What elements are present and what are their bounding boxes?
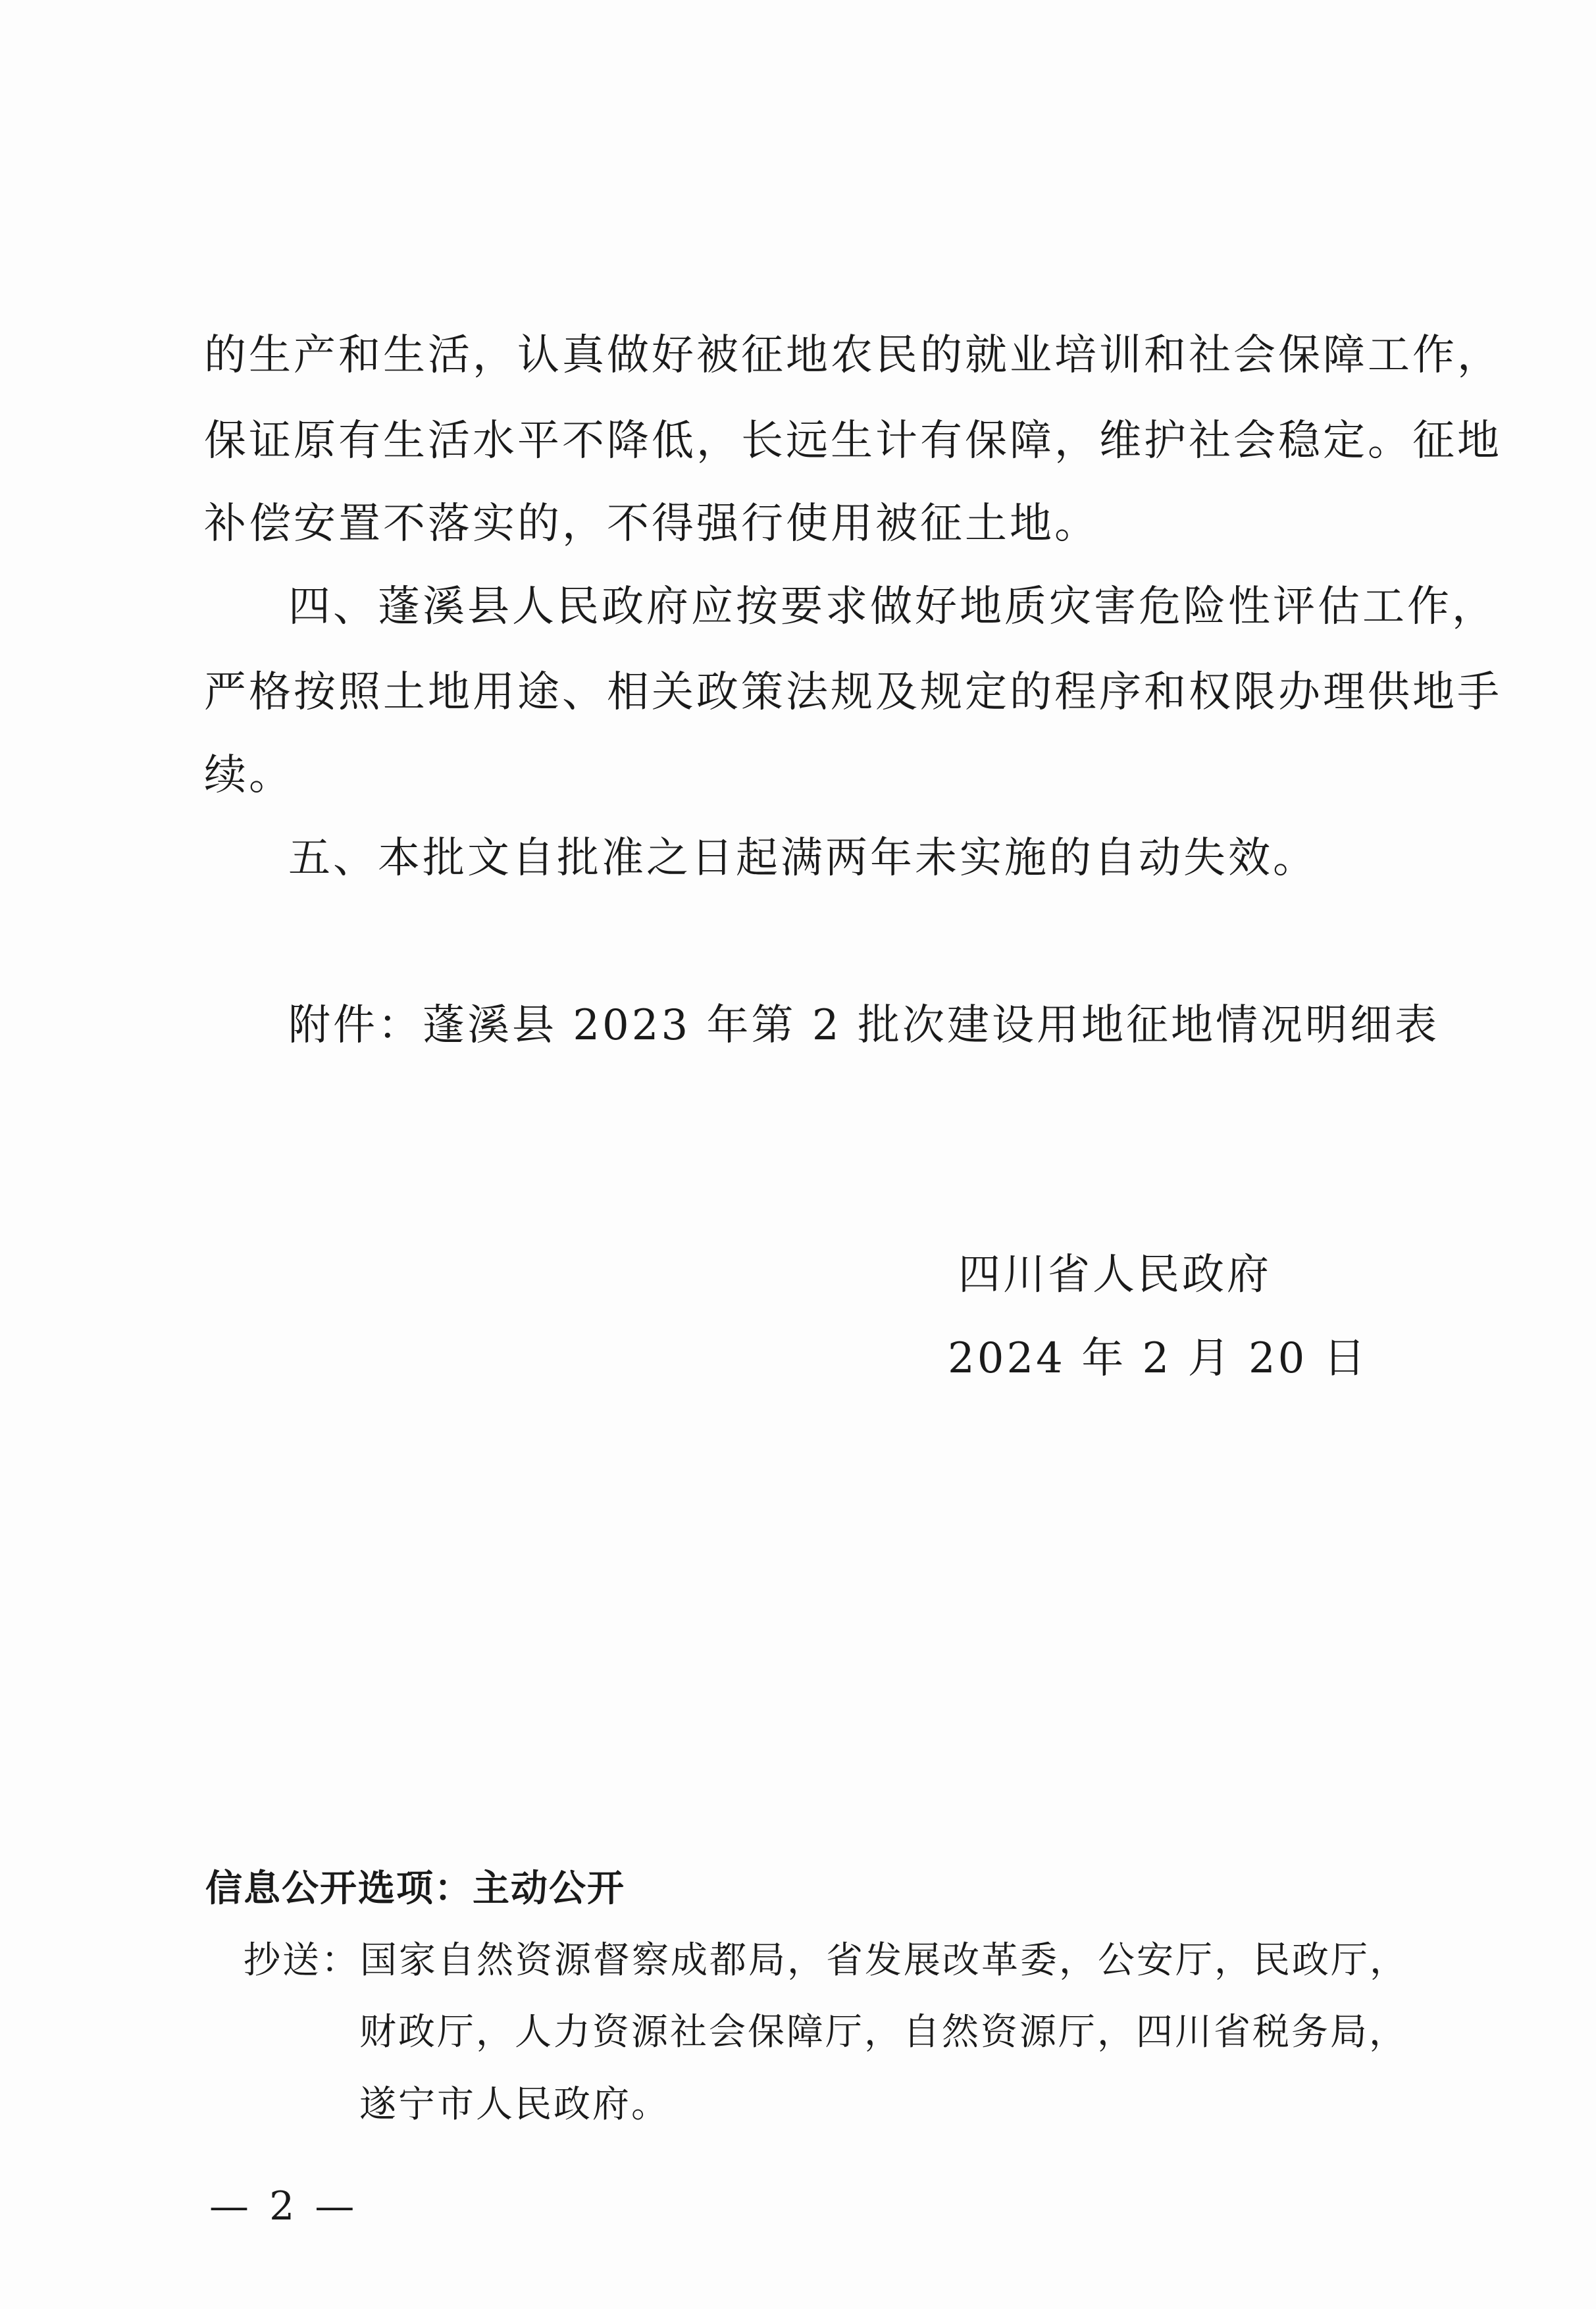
paragraph-5: 五、本批文自批准之日起满两年未实施的自动失效。 [288, 834, 1318, 883]
paragraph-4-line-1: 四、蓬溪县人民政府应按要求做好地质灾害危险性评估工作， [288, 583, 1497, 631]
cc-line-1: 抄送：国家自然资源督察成都局，省发展改革委，公安厅，民政厅， [244, 1939, 1408, 1982]
cc-line-2: 财政厅，人力资源社会保障厅，自然资源厅，四川省税务局， [359, 2011, 1408, 2054]
paragraph-3-line-3: 补偿安置不落实的，不得强行使用被征土地。 [204, 500, 1099, 548]
disclosure-option: 信息公开选项：主动公开 [205, 1867, 625, 1910]
paragraph-4-line-2: 严格按照土地用途、相关政策法规及规定的程序和权限办理供地手 [204, 668, 1502, 717]
paragraph-3-line-1: 的生产和生活，认真做好被征地农民的就业培训和社会保障工作， [204, 331, 1502, 380]
issuer-name: 四川省人民政府 [958, 1251, 1272, 1299]
paragraph-4-line-3: 续。 [204, 751, 294, 800]
page-number: — 2 — [209, 2183, 359, 2229]
cc-line-3: 遂宁市人民政府。 [359, 2083, 670, 2126]
attachment-line: 附件：蓬溪县 2023 年第 2 批次建设用地征地情况明细表 [288, 1001, 1439, 1050]
paragraph-3-line-2: 保证原有生活水平不降低，长远生计有保障，维护社会稳定。征地 [204, 417, 1502, 465]
issue-date: 2024 年 2 月 20 日 [948, 1334, 1368, 1383]
